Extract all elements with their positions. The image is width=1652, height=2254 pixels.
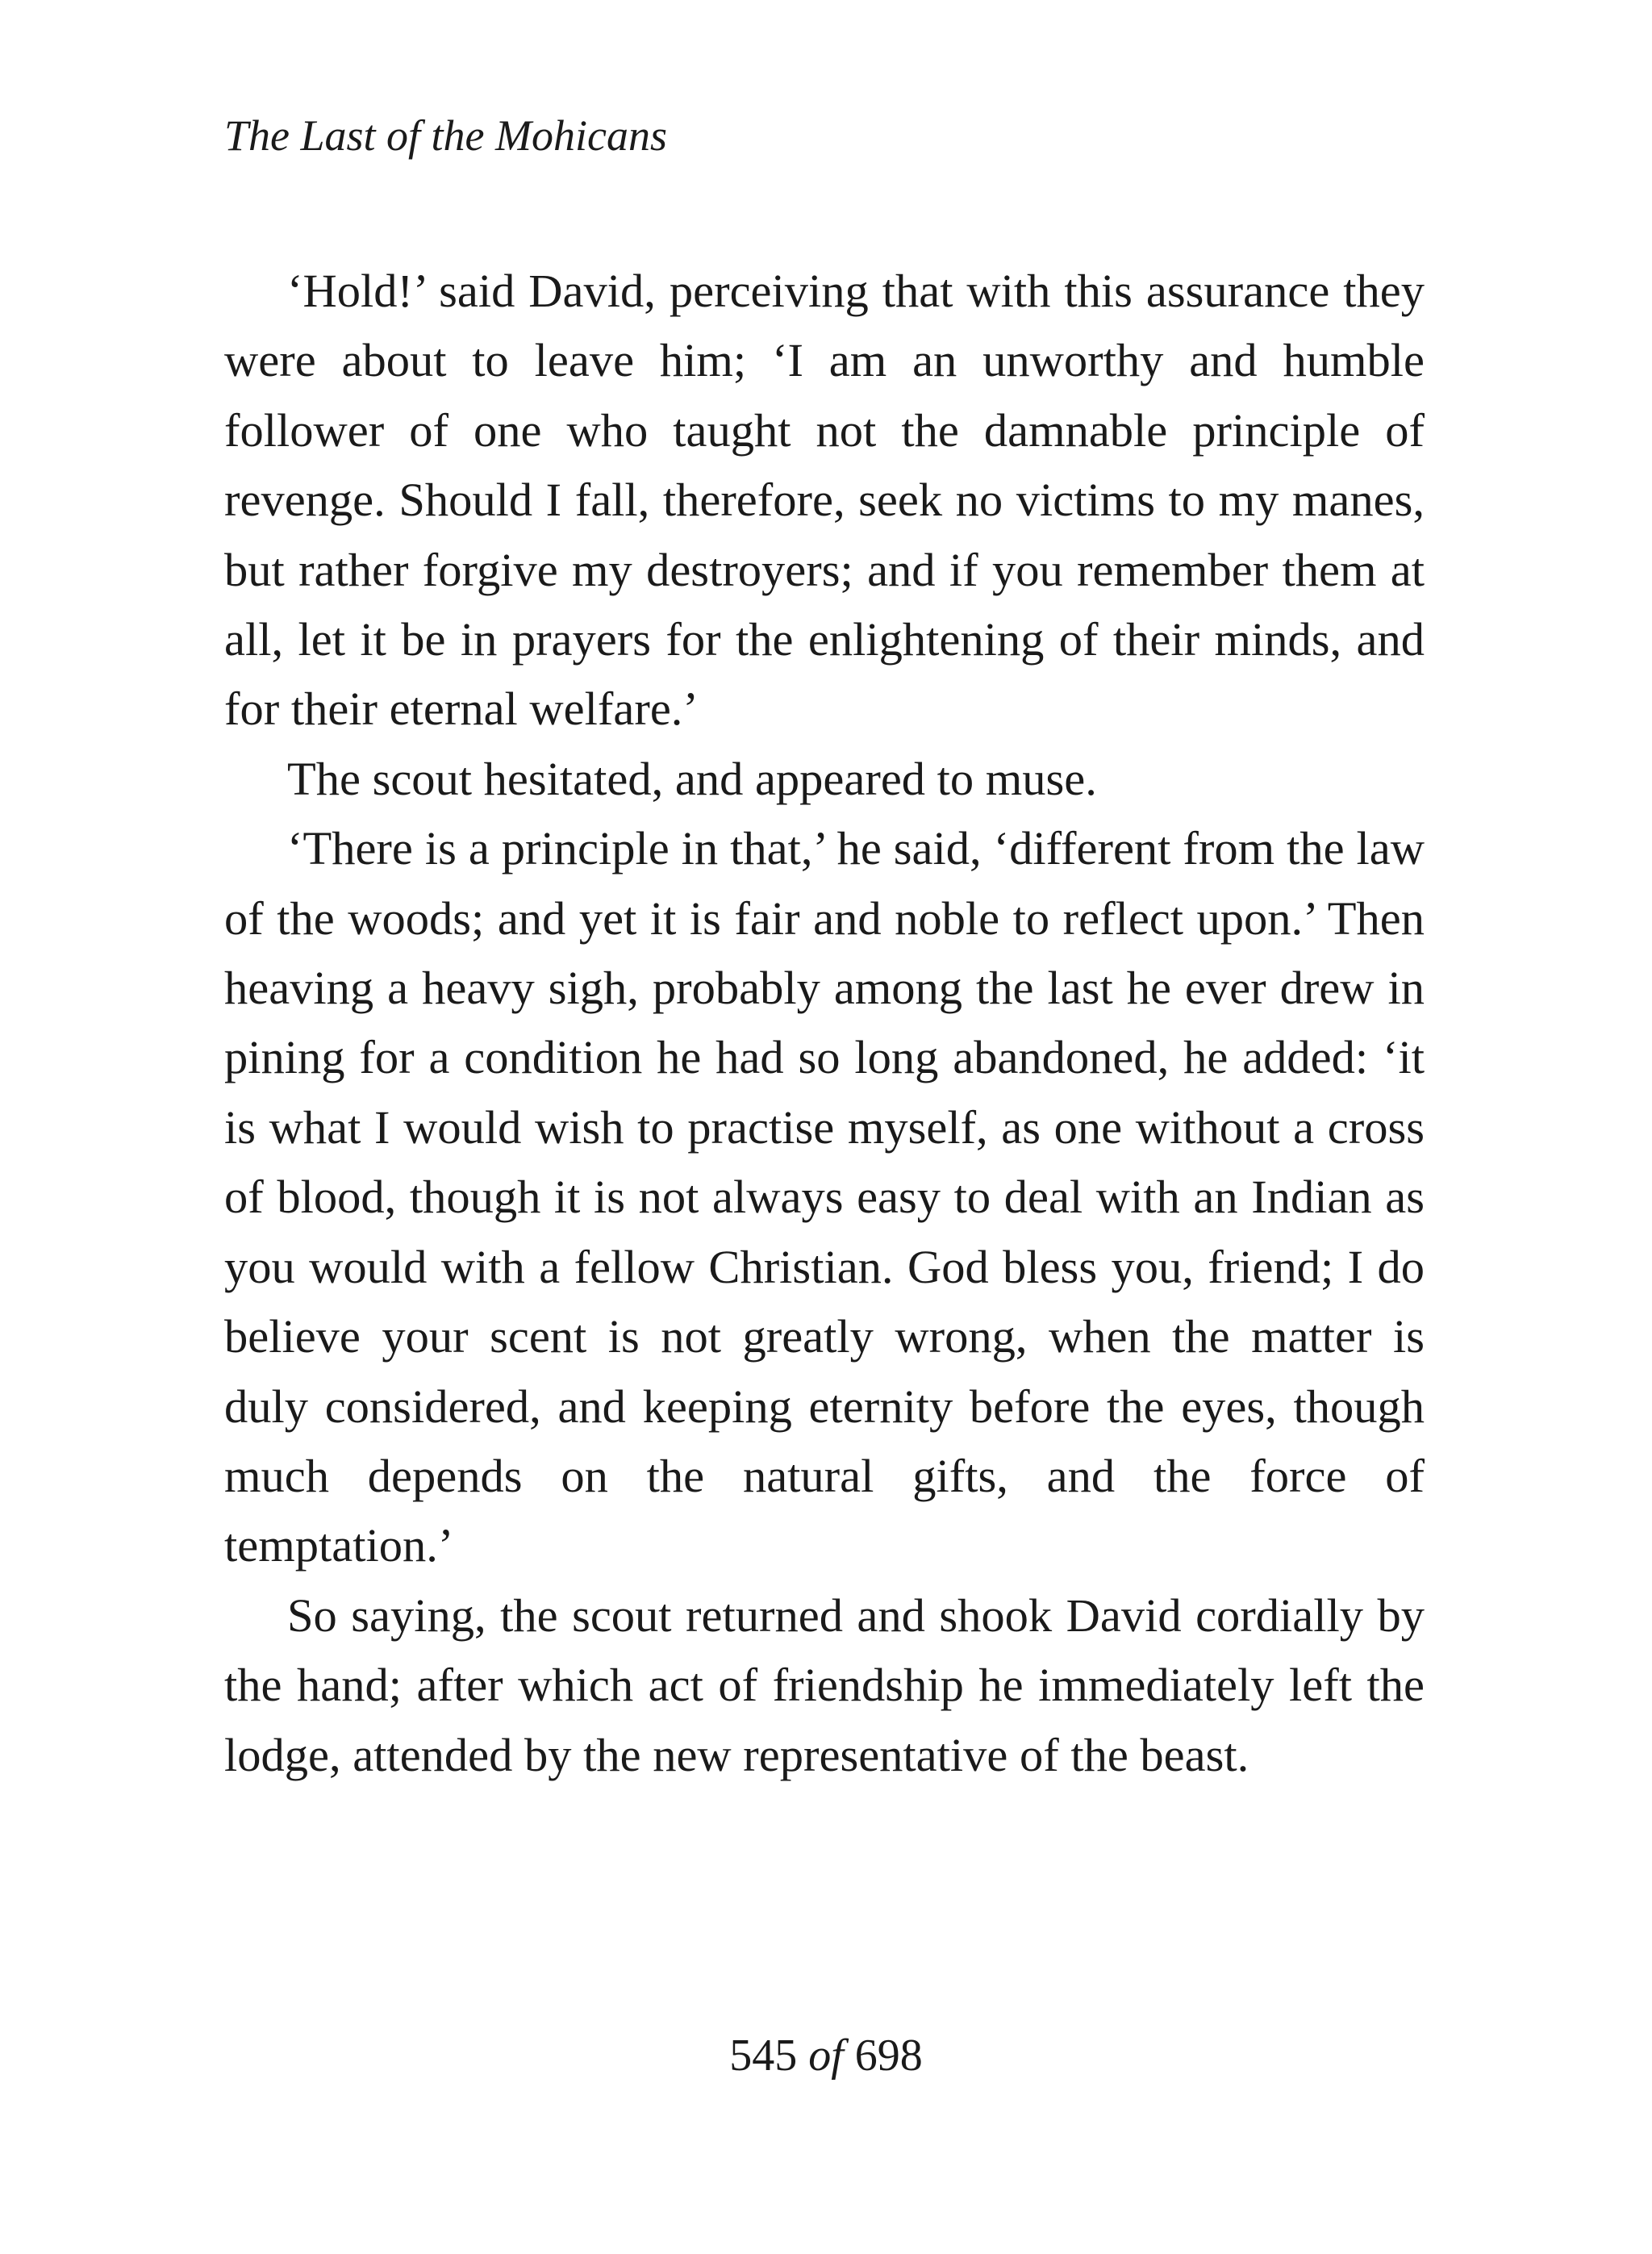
paragraph: ‘Hold!’ said David, perceiving that with this assurance they were about to leave him; ‘I am an unworthy and humble follower of one who taught not the damnable principle of revenge. Should I fall, therefore, seek no victims to my manes, but rather forgive my destroyers; and if you remember them at all, let it be in prayers for the enlightening of their minds, and for their eternal welfare.’ bbox=[224, 265, 1425, 736]
paragraph: So saying, the scout returned and shook David cordially by the hand; after which act of friendship he immediately left the lodge, attended by the new representative of the beast. bbox=[224, 1588, 1425, 1781]
total-pages: 698 bbox=[854, 2031, 923, 2081]
body-text bbox=[224, 257, 1425, 1790]
paragraph: ‘There is a principle in that,’ he said, ‘different from the law of the woods; and yet it is fair and noble to reflect upon.’ Then heaving a heavy sigh, probably among the last he ever drew in pining for a condition he had so long abandoned, he added: ‘it is what I would wish to practise myself, as one without a cross of blood, though it is not always easy to deal with an Indian as you would with a fellow Christian. God bless you, friend; I do believe your scent is not greatly wrong, when the matter is duly considered, and keeping eternity before the eyes, though much depends on the natural gifts, and the force of temptation.’ bbox=[224, 822, 1425, 1572]
paragraph: The scout hesitated, and appeared to muse. bbox=[287, 752, 1097, 805]
running-title: The Last of the Mohicans bbox=[224, 111, 667, 160]
page-number bbox=[0, 2023, 1652, 2088]
current-page: 545 bbox=[729, 2031, 798, 2081]
of-label: of bbox=[808, 2031, 844, 2081]
